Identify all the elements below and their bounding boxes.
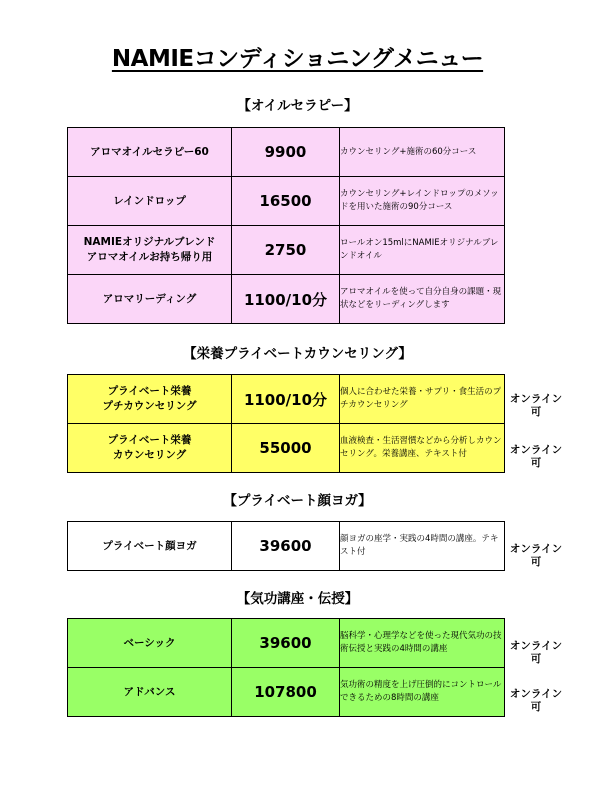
item-description: 個人に合わせた栄養・サプリ・食生活のプチカウンセリング: [340, 375, 505, 424]
item-description: 脳科学・心理学などを使った現代気功の技術伝授と実践の4時間の講座: [340, 619, 505, 668]
table-row: [68, 522, 505, 571]
item-price: 107800: [232, 668, 340, 717]
table-row: [68, 619, 505, 668]
table-row: [68, 275, 505, 324]
item-description: 顔ヨガの座学・実践の4時間の講座。テキスト付: [340, 522, 505, 571]
table-row: [68, 226, 505, 275]
table-row: [68, 424, 505, 473]
item-price: 1100/10分: [232, 375, 340, 424]
section-title-nutrition: 【栄養プライベートカウンセリング】: [183, 346, 412, 362]
table-row: [68, 177, 505, 226]
face-yoga-table: [67, 521, 505, 571]
item-price: 16500: [232, 177, 340, 226]
item-price: 55000: [232, 424, 340, 473]
table-row: [68, 668, 505, 717]
table-row: [68, 375, 505, 424]
online-available-label: オンライン 可: [509, 393, 563, 418]
item-description: 気功術の精度を上げ圧倒的にコントロールできるための8時間の講座: [340, 668, 505, 717]
online-available-label: オンライン 可: [509, 688, 563, 713]
online-available-label: オンライン 可: [509, 543, 563, 568]
item-description: カウンセリング+施術の60分コース: [340, 128, 505, 177]
online-available-label: オンライン 可: [509, 444, 563, 469]
section-title-qigong: 【気功講座・伝授】: [236, 591, 359, 607]
nutrition-table: [67, 374, 505, 473]
item-price: 39600: [232, 619, 340, 668]
item-price: 39600: [232, 522, 340, 571]
qigong-table: [67, 618, 505, 717]
item-description: ロールオン15mlにNAMIEオリジナルブレンドオイル: [340, 226, 505, 275]
item-name: アドバンス: [68, 668, 232, 717]
item-description: 血液検査・生活習慣などから分析しカウンセリング。栄養講座、テキスト付: [340, 424, 505, 473]
table-row: [68, 128, 505, 177]
item-name: アロマリーディング: [68, 275, 232, 324]
online-available-label: オンライン 可: [509, 640, 563, 665]
item-name: レインドロップ: [68, 177, 232, 226]
section-title-face-yoga: 【プライベート顔ヨガ】: [223, 493, 372, 509]
item-price: 1100/10分: [232, 275, 340, 324]
item-name: プライベート栄養 プチカウンセリング: [68, 375, 232, 424]
item-price: 9900: [232, 128, 340, 177]
item-name: アロマオイルセラピー60: [68, 128, 232, 177]
item-description: カウンセリング+レインドロップのメソッドを用いた施術の90分コース: [340, 177, 505, 226]
item-name: プライベート顔ヨガ: [68, 522, 232, 571]
page-title: NAMIEコンディショニングメニュー: [111, 46, 484, 72]
section-title-oil-therapy: 【オイルセラピー】: [237, 98, 358, 114]
item-name: プライベート栄養 カウンセリング: [68, 424, 232, 473]
item-description: アロマオイルを使って自分自身の課題・現状などをリーディングします: [340, 275, 505, 324]
item-price: 2750: [232, 226, 340, 275]
oil-therapy-table: [67, 127, 505, 324]
item-name: ベーシック: [68, 619, 232, 668]
item-name: NAMIEオリジナルブレンド アロマオイルお持ち帰り用: [68, 226, 232, 275]
